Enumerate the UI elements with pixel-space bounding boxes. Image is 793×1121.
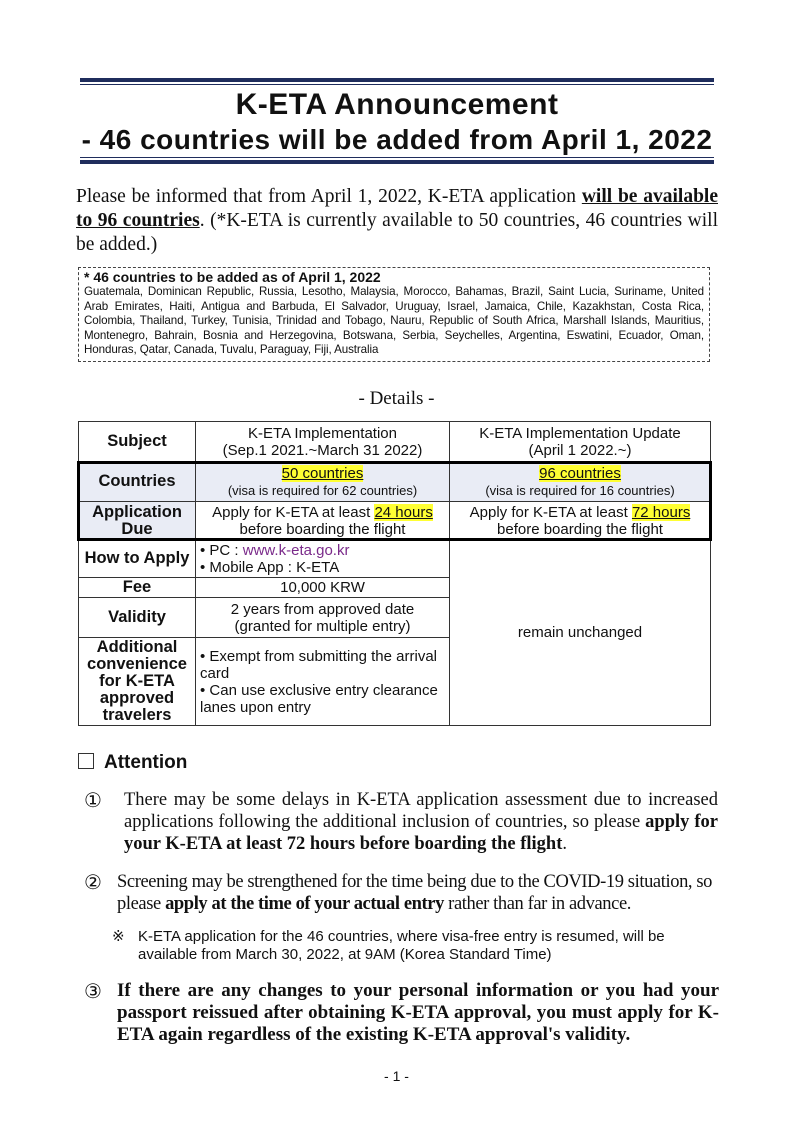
update-due-cell [450, 502, 711, 540]
page-number: - 1 - [384, 1068, 409, 1084]
item-1-number: ① [84, 790, 102, 812]
impl-title: K-ETA Implementation [248, 424, 397, 442]
note-mark: ※ [112, 928, 125, 945]
table-row-due [79, 502, 711, 540]
intro-paragraph [76, 185, 718, 257]
update-due-text-1: Apply for K-ETA at least [469, 503, 632, 521]
convenience-cell [196, 638, 450, 726]
note-text: K-ETA application for the 46 countries, where visa-free entry is resumed, will be available from March 30, 2022, at 9AM (Korea Standard Time) [138, 928, 665, 963]
validity-value: 2 years from approved date [230, 600, 415, 618]
page-subtitle: - 46 countries will be added from April 1, 2022 [81, 124, 713, 155]
impl-due-text-2: before boarding the flight [239, 520, 406, 538]
page-title: K-ETA Announcement [235, 88, 559, 121]
howto-pc-link[interactable]: www.k-eta.go.kr [242, 541, 350, 559]
convenience-item-1: • Exempt from submitting the arrival card [200, 647, 437, 682]
item-2-number: ② [84, 872, 102, 894]
validity-note: (granted for multiple entry) [234, 617, 411, 635]
item-3-number: ③ [84, 981, 102, 1003]
impl-due-highlight: 24 hours [374, 503, 433, 521]
item-2-bold: apply at the time of your actual entry [165, 894, 444, 914]
attention-note [112, 928, 718, 964]
item-1-text: There may be some delays in K-ETA application assessment due to increased applications following the additional inclusion of countries, so please [124, 790, 718, 832]
convenience-item-2: • Can use exclusive entry clearance lanes upon entry [200, 681, 438, 716]
update-title: K-ETA Implementation Update [479, 424, 681, 442]
howto-pc [200, 542, 445, 559]
unchanged-cell: remain unchanged [450, 540, 711, 726]
update-due-text-2: before boarding the flight [497, 520, 663, 538]
attention-label: Attention [104, 752, 188, 773]
validity-label: Validity [79, 598, 196, 638]
checkbox-icon [78, 753, 94, 769]
howto-label: How to Apply [79, 540, 196, 578]
fee-value: 10,000 KRW [196, 578, 450, 598]
attention-heading [78, 752, 187, 774]
impl-due-cell [196, 502, 450, 540]
table-row-subject [79, 422, 711, 462]
title-rule-bottom-thin [80, 157, 714, 158]
item-1-bold: apply for your K-ETA at least 72 hours before boarding the flight [124, 812, 718, 854]
item-2-end: rather than far in advance. [443, 894, 632, 914]
update-countries-note: (visa is required for 16 countries) [485, 482, 675, 498]
details-table [78, 421, 711, 726]
update-countries-cell [450, 462, 711, 502]
attention-item-2 [117, 871, 719, 915]
details-heading: - Details - [358, 388, 435, 409]
countries-box [78, 267, 710, 362]
title-rule-bottom [80, 160, 714, 164]
intro-text-1: Please be informed that from April 1, 2022, K-ETA application [76, 186, 582, 207]
impl-countries-cell [196, 462, 450, 502]
table-row-countries [79, 462, 711, 502]
item-1-end: . [562, 834, 567, 854]
howto-cell [196, 540, 450, 578]
update-header [450, 422, 711, 462]
impl-countries-note: (visa is required for 62 countries) [227, 482, 418, 498]
attention-item-1 [124, 789, 718, 855]
attention-item-3: If there are any changes to your personal information or you had your passport reissued after obtaining K-ETA approval, you must apply for K-ETA again regardless of the existing K-ETA approval's validity. [117, 980, 719, 1045]
validity-cell [196, 598, 450, 638]
convenience-label: Additional convenience for K-ETA approved travelers [79, 638, 196, 726]
countries-box-heading: * 46 countries to be added as of April 1, 2022 [84, 269, 381, 285]
impl-countries: 50 countries [281, 464, 364, 482]
table-row-howto [79, 540, 711, 578]
fee-label: Fee [79, 578, 196, 598]
update-due-highlight: 72 hours [631, 503, 691, 521]
howto-pc-label: • PC : [200, 541, 243, 559]
countries-list: Guatemala, Dominican Republic, Russia, Lesotho, Malaysia, Morocco, Bahamas, Brazil, Saint Lucia, Suriname, United Arab Emirates, Haiti, Antigua and Barbuda, El Salvador, Uruguay, Israel, Jamaica, Chile, Kazakhstan, Costa Rica, Colombia, Thailand, Turkey, Tunisia, Trinidad and Tobago, Nauru, Republic of South Africa, Marshall Islands, Mauritius, Montenegro, Bahrain, Bosnia and Herzegovina, Botswana, Serbia, Seychelles, Argentina, Eswatini, Ecuador, Oman, Honduras, Qatar, Canada, Tuvalu, Paraguay, Fiji, Australia [84, 285, 704, 357]
howto-mobile: • Mobile App : K-ETA [200, 558, 340, 576]
countries-label: Countries [79, 462, 196, 502]
intro-bold: will be available to 96 countries [76, 186, 718, 231]
subject-header: Subject [79, 422, 196, 462]
update-countries: 96 countries [539, 464, 621, 482]
impl-due-text-1: Apply for K-ETA at least [212, 503, 375, 521]
title-rule-top-thin [80, 84, 714, 85]
title-rule-top [80, 78, 714, 82]
impl-period: (Sep.1 2021.~March 31 2022) [222, 441, 423, 459]
due-label: Application Due [79, 502, 196, 540]
impl-header [196, 422, 450, 462]
update-period: (April 1 2022.~) [528, 441, 632, 459]
item-2-text: Screening may be strengthened for the time being due to the COVID-19 situation, so please [117, 872, 713, 914]
intro-text-2: . (*K-ETA is currently available to 50 countries, 46 countries will be added.) [76, 210, 718, 255]
